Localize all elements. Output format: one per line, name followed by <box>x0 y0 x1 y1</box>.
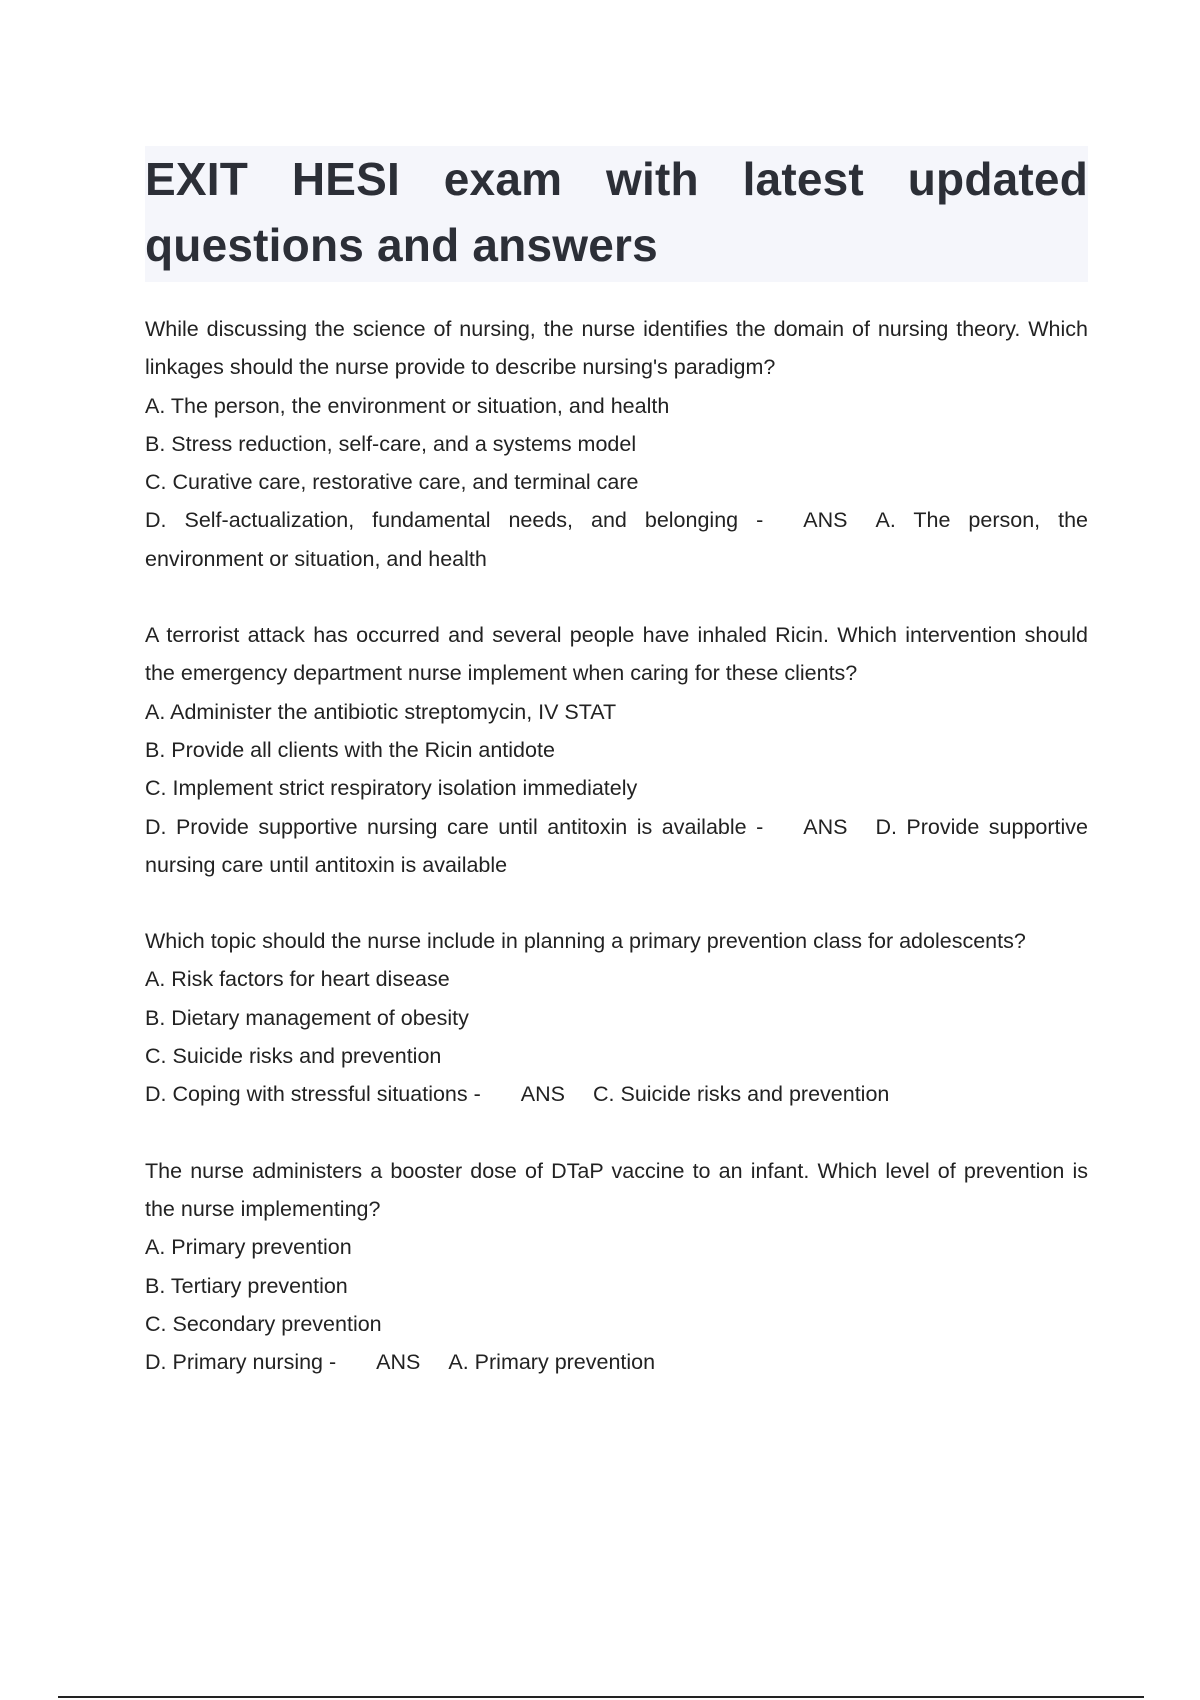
correct-answer: A. Primary prevention <box>448 1350 656 1375</box>
correct-answer: A. The person, the environment or situation, and health <box>145 508 1088 571</box>
question-block-2 <box>145 616 1088 884</box>
answer-line <box>145 1075 1088 1113</box>
question-stem: The nurse administers a booster dose of DTaP vaccine to an infant. Which level of prevention is the nurse implementing? <box>145 1158 1088 1221</box>
title-banner <box>145 146 1088 282</box>
answer-option: D. Coping with stressful situations - <box>145 1082 481 1107</box>
answer-option: B. Tertiary prevention <box>145 1273 348 1298</box>
answer-option: B. Stress reduction, self-care, and a systems model <box>145 431 637 456</box>
answer-option: B. Dietary management of obesity <box>145 1005 469 1030</box>
answer-option: C. Suicide risks and prevention <box>145 1044 442 1069</box>
question-stem: A terrorist attack has occurred and several people have inhaled Ricin. Which intervention should the emergency department nurse implement when caring for these clients? <box>145 623 1088 686</box>
ans-label: ANS <box>376 1350 421 1375</box>
question-list <box>145 310 1088 1419</box>
answer-option: D. Provide supportive nursing care until antitoxin is available - <box>145 814 764 839</box>
question-stem: Which topic should the nurse include in planning a primary prevention class for adolescents? <box>145 929 1026 954</box>
page-title: EXIT HESI exam with latest updated questions and answers <box>145 153 1088 271</box>
answer-option: D. Self-actualization, fundamental needs, and belonging - <box>145 508 764 533</box>
ans-label: ANS <box>520 1082 565 1107</box>
answer-option: B. Provide all clients with the Ricin antidote <box>145 737 555 762</box>
answer-line <box>145 1343 1088 1381</box>
answer-option: A. The person, the environment or situation, and health <box>145 393 670 418</box>
answer-option: C. Secondary prevention <box>145 1311 382 1336</box>
answer-option: A. Risk factors for heart disease <box>145 967 450 992</box>
answer-option: C. Curative care, restorative care, and terminal care <box>145 470 639 495</box>
answer-option: A. Primary prevention <box>145 1235 352 1260</box>
answer-option: C. Implement strict respiratory isolation immediately <box>145 776 638 801</box>
answer-line <box>145 501 1088 578</box>
ans-label: ANS <box>803 814 848 839</box>
question-block-1 <box>145 310 1088 578</box>
question-block-4 <box>145 1152 1088 1382</box>
answer-line <box>145 808 1088 885</box>
correct-answer: D. Provide supportive nursing care until antitoxin is available <box>145 814 1088 877</box>
answer-option: A. Administer the antibiotic streptomycin, IV STAT <box>145 699 617 724</box>
question-block-3 <box>145 922 1088 1113</box>
question-stem: While discussing the science of nursing, the nurse identifies the domain of nursing theory. Which linkages should the nurse provide to describe nursing's paradigm? <box>145 317 1088 380</box>
correct-answer: C. Suicide risks and prevention <box>593 1082 890 1107</box>
ans-label: ANS <box>803 508 848 533</box>
answer-option: D. Primary nursing - <box>145 1350 337 1375</box>
footer-divider <box>58 1696 1144 1698</box>
